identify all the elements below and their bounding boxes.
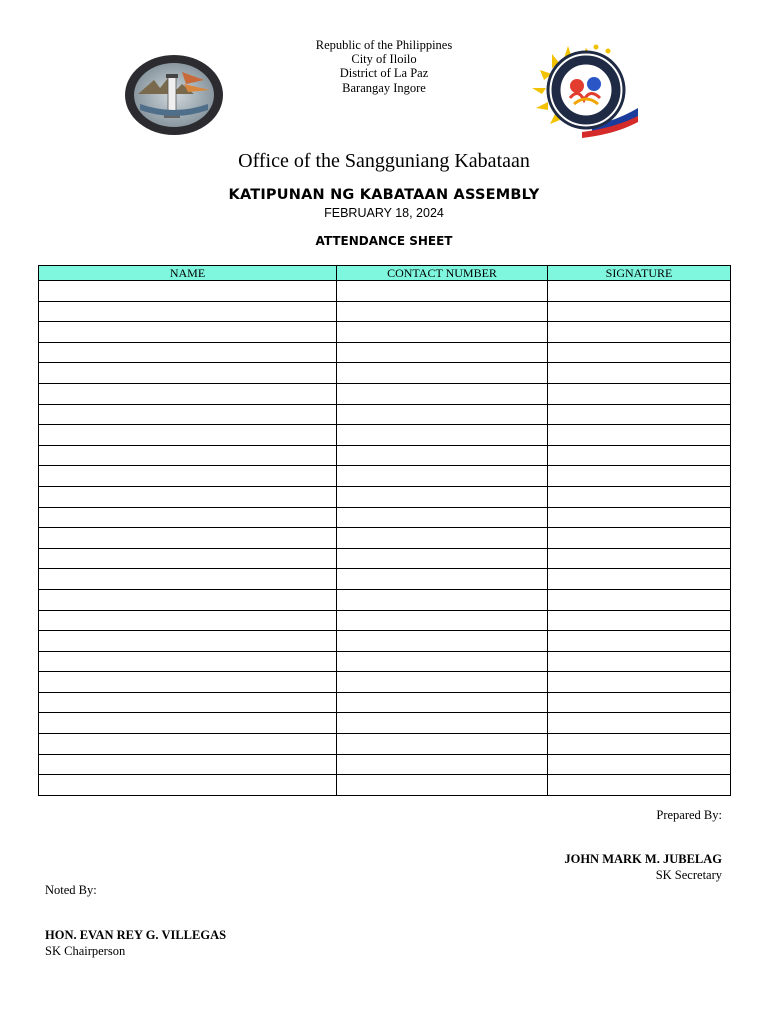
signature-cell bbox=[548, 631, 731, 652]
noted-by-role: SK Chairperson bbox=[45, 944, 126, 958]
name-cell bbox=[39, 404, 337, 425]
name-cell bbox=[39, 281, 337, 302]
office-title: Office of the Sangguniang Kabataan bbox=[238, 150, 530, 172]
contact-cell bbox=[337, 589, 548, 610]
signature-cell bbox=[548, 589, 731, 610]
contact-cell bbox=[337, 466, 548, 487]
table-row bbox=[39, 486, 731, 507]
contact-cell bbox=[337, 281, 548, 302]
name-cell bbox=[39, 322, 337, 343]
noted-by-label: Noted By: bbox=[45, 883, 97, 897]
table-row bbox=[39, 610, 731, 631]
signature-cell bbox=[548, 754, 731, 775]
table-row bbox=[39, 363, 731, 384]
name-cell bbox=[39, 466, 337, 487]
signature-cell bbox=[548, 548, 731, 569]
signature-cell bbox=[548, 301, 731, 322]
signature-cell bbox=[548, 342, 731, 363]
table-header-row bbox=[39, 266, 731, 281]
column-header-signature: SIGNATURE bbox=[548, 266, 731, 281]
table-row bbox=[39, 425, 731, 446]
attendance-table bbox=[38, 265, 731, 796]
contact-cell bbox=[337, 610, 548, 631]
table-row bbox=[39, 713, 731, 734]
table-row bbox=[39, 528, 731, 549]
table-row bbox=[39, 651, 731, 672]
table-row bbox=[39, 754, 731, 775]
name-cell bbox=[39, 342, 337, 363]
name-cell bbox=[39, 734, 337, 755]
contact-cell bbox=[337, 301, 548, 322]
signature-cell bbox=[548, 569, 731, 590]
contact-cell bbox=[337, 548, 548, 569]
name-cell bbox=[39, 363, 337, 384]
name-cell bbox=[39, 569, 337, 590]
name-cell bbox=[39, 631, 337, 652]
barangay-seal-logo bbox=[124, 54, 224, 136]
signature-cell bbox=[548, 445, 731, 466]
noted-by-name: HON. EVAN REY G. VILLEGAS bbox=[45, 928, 227, 942]
table-row bbox=[39, 301, 731, 322]
table-row bbox=[39, 631, 731, 652]
signature-cell bbox=[548, 775, 731, 796]
signature-cell bbox=[548, 507, 731, 528]
table-row bbox=[39, 569, 731, 590]
name-cell bbox=[39, 548, 337, 569]
column-header-name: NAME bbox=[39, 266, 337, 281]
attendance-table-body bbox=[39, 281, 731, 796]
prepared-by-label: Prepared By: bbox=[656, 808, 722, 822]
signature-cell bbox=[548, 734, 731, 755]
contact-cell bbox=[337, 404, 548, 425]
name-cell bbox=[39, 445, 337, 466]
header-line-city: City of Iloilo bbox=[351, 52, 417, 67]
column-header-contact: CONTACT NUMBER bbox=[337, 266, 548, 281]
contact-cell bbox=[337, 631, 548, 652]
signature-cell bbox=[548, 651, 731, 672]
table-row bbox=[39, 507, 731, 528]
table-row bbox=[39, 672, 731, 693]
name-cell bbox=[39, 775, 337, 796]
name-cell bbox=[39, 713, 337, 734]
name-cell bbox=[39, 383, 337, 404]
contact-cell bbox=[337, 507, 548, 528]
contact-cell bbox=[337, 692, 548, 713]
header-line-republic: Republic of the Philippines bbox=[315, 38, 453, 52]
prepared-by-name: JOHN MARK M. JUBELAG bbox=[564, 852, 722, 866]
name-cell bbox=[39, 672, 337, 693]
signature-cell bbox=[548, 486, 731, 507]
contact-cell bbox=[337, 775, 548, 796]
name-cell bbox=[39, 425, 337, 446]
signature-cell bbox=[548, 610, 731, 631]
signature-cell bbox=[548, 363, 731, 384]
table-row bbox=[39, 383, 731, 404]
name-cell bbox=[39, 301, 337, 322]
contact-cell bbox=[337, 528, 548, 549]
header-line-barangay: Barangay Ingore bbox=[342, 80, 426, 95]
contact-cell bbox=[337, 363, 548, 384]
table-row bbox=[39, 281, 731, 302]
name-cell bbox=[39, 651, 337, 672]
table-row bbox=[39, 734, 731, 755]
table-row bbox=[39, 322, 731, 343]
contact-cell bbox=[337, 445, 548, 466]
contact-cell bbox=[337, 383, 548, 404]
table-row bbox=[39, 589, 731, 610]
signature-cell bbox=[548, 322, 731, 343]
assembly-title: KATIPUNAN NG KABATAAN ASSEMBLY bbox=[228, 187, 540, 203]
name-cell bbox=[39, 528, 337, 549]
table-row bbox=[39, 692, 731, 713]
name-cell bbox=[39, 589, 337, 610]
sheet-title: ATTENDANCE SHEET bbox=[315, 234, 453, 248]
table-row bbox=[39, 445, 731, 466]
signature-cell bbox=[548, 425, 731, 446]
signature-cell bbox=[548, 692, 731, 713]
name-cell bbox=[39, 692, 337, 713]
contact-cell bbox=[337, 713, 548, 734]
header-line-district: District of La Paz bbox=[339, 66, 429, 81]
signature-cell bbox=[548, 672, 731, 693]
contact-cell bbox=[337, 342, 548, 363]
name-cell bbox=[39, 507, 337, 528]
table-row bbox=[39, 404, 731, 425]
signature-cell bbox=[548, 281, 731, 302]
signature-cell bbox=[548, 404, 731, 425]
table-row bbox=[39, 548, 731, 569]
sk-logo bbox=[522, 42, 640, 138]
contact-cell bbox=[337, 734, 548, 755]
name-cell bbox=[39, 610, 337, 631]
signature-cell bbox=[548, 713, 731, 734]
contact-cell bbox=[337, 569, 548, 590]
assembly-date: FEBRUARY 18, 2024 bbox=[324, 206, 444, 220]
table-row bbox=[39, 342, 731, 363]
contact-cell bbox=[337, 672, 548, 693]
prepared-by-role: SK Secretary bbox=[655, 868, 722, 882]
contact-cell bbox=[337, 754, 548, 775]
signature-cell bbox=[548, 466, 731, 487]
table-row bbox=[39, 775, 731, 796]
name-cell bbox=[39, 754, 337, 775]
contact-cell bbox=[337, 322, 548, 343]
contact-cell bbox=[337, 486, 548, 507]
government-header bbox=[0, 38, 768, 95]
signature-cell bbox=[548, 383, 731, 404]
contact-cell bbox=[337, 651, 548, 672]
table-row bbox=[39, 466, 731, 487]
signature-cell bbox=[548, 528, 731, 549]
contact-cell bbox=[337, 425, 548, 446]
name-cell bbox=[39, 486, 337, 507]
